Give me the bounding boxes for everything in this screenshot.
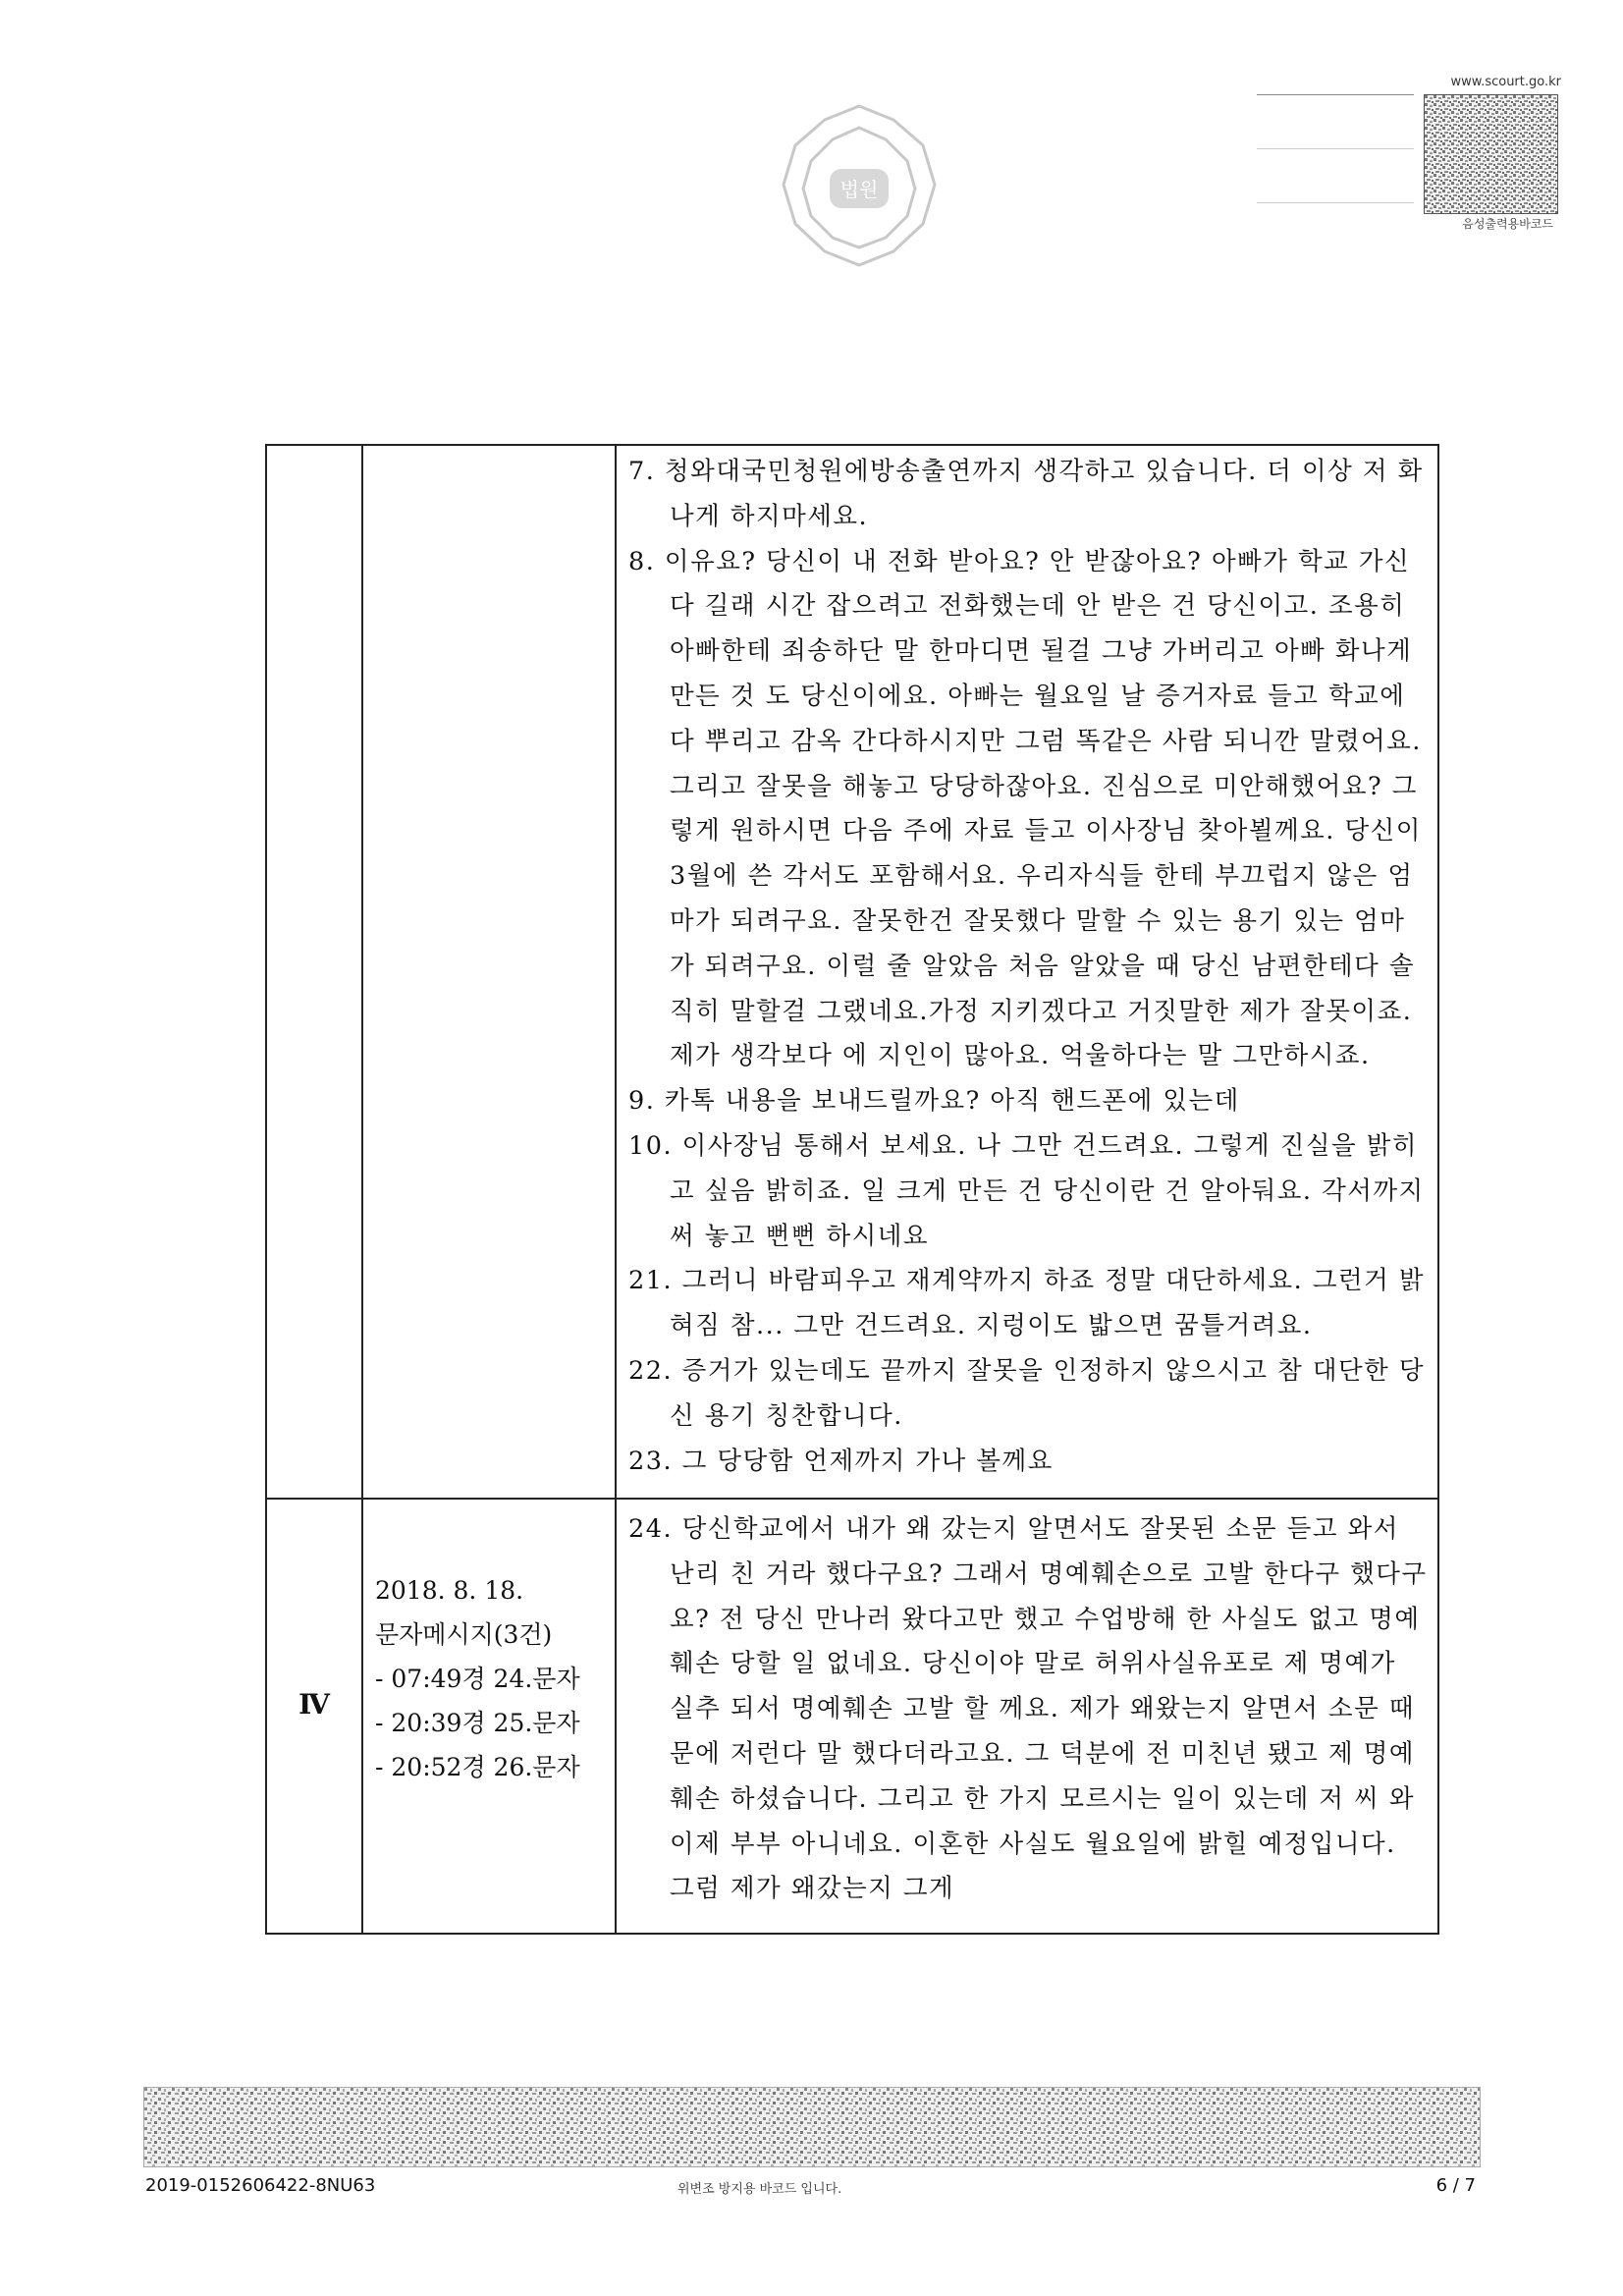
message-item: 24. 당신학교에서 내가 왜 갔는지 알면서도 잘못된 소문 듣고 와서 난리 친 거라 했다구요? 그래서 명예훼손으로 고발 한다구 했다구요? 전 당신 만나러 왔다고만 했고 수업방해 한 사실도 없고 명예훼손 당할 일 없네요. 당신이야 말로 허위사실유포로 제 명예가 실추 되서 명예훼손 고발 할 께요. 제가 왜왔는지 알면서 소문 때문에 저런다 말 했다더라고요. 그 덕분에 전 미친년 됐고 제 명예 훼손 하셨습니다. 그리고 한 가지 모르시는 일이 있는데 저 씨 와 이제 부부 아니네요. 이혼한 사실도 월요일에 밝힐 예정입니다. 그럼 제가 왜갔는지 그게 xyxy=(628,1514,1428,1904)
message-item: 23. 그 당당함 언제까지 가나 볼께요 xyxy=(628,1446,1054,1476)
court-seal-logo xyxy=(776,98,943,275)
anti-forgery-barcode-image xyxy=(143,2087,1481,2167)
column-divider xyxy=(361,446,363,1498)
message-content xyxy=(628,450,1430,1484)
meta-line: - 07:49경 24.문자 xyxy=(375,1665,580,1693)
divider xyxy=(1257,94,1414,95)
meta-line: - 20:52경 26.문자 xyxy=(375,1753,580,1781)
column-divider xyxy=(361,1500,363,1933)
meta-line: - 20:39경 25.문자 xyxy=(375,1709,580,1737)
barcode-notice: 위변조 방지용 바코드 입니다. xyxy=(677,2182,842,2197)
seal-lettering: 법원 xyxy=(839,178,879,201)
message-item: 21. 그러니 바람피우고 재계약까지 하죠 정말 대단하세요. 그런거 밝혀짐 참... 그만 건드려요. 지렁이도 밟으면 꿈틀거려요. xyxy=(628,1266,1425,1341)
page-number: 6 / 7 xyxy=(1435,2175,1476,2196)
message-item: 7. 청와대국민청원에방송출연까지 생각하고 있습니다. 더 이상 저 화나게 하지마세요. xyxy=(628,457,1424,531)
message-item: 9. 카톡 내용을 보내드릴까요? 아직 핸드폰에 있는데 xyxy=(628,1086,1240,1117)
message-item: 10. 이사장님 통해서 보세요. 나 그만 건드려요. 그렇게 진실을 밝히고 싶음 밝히죠. 일 크게 만든 건 당신이란 건 알아둬요. 각서까지 써 놓고 뻔뻔 하시네요 xyxy=(628,1130,1425,1251)
meta-type: 문자메시지(3건) xyxy=(375,1620,553,1649)
meta-date: 2018. 8. 18. xyxy=(375,1576,524,1605)
column-divider xyxy=(615,446,617,1498)
message-meta xyxy=(375,1568,611,1789)
header-right xyxy=(1257,75,1561,231)
site-url: www.scourt.go.kr xyxy=(1450,75,1561,89)
column-divider xyxy=(615,1500,617,1933)
document-id: 2019-0152606422-8NU63 xyxy=(145,2175,376,2196)
table-row xyxy=(267,1500,1437,1933)
message-content xyxy=(628,1507,1430,1912)
divider xyxy=(1257,148,1414,149)
table-row xyxy=(267,446,1437,1500)
message-item: 22. 증거가 있는데도 끝까지 잘못을 인정하지 않으시고 참 대단한 당신 용기 칭찬합니다. xyxy=(628,1355,1425,1431)
barcode-caption: 음성출력용바코드 xyxy=(1462,217,1553,231)
divider xyxy=(1257,202,1414,203)
message-item: 8. 이유요? 당신이 내 전화 받아요? 안 받잖아요? 아빠가 학교 가신다 길래 시간 잡으려고 전화했는데 안 받은 건 당신이고. 조용히 아빠한테 죄송하단 말 한마디면 될걸 그냥 가버리고 아빠 화나게 만든 것 도 당신이에요. 아빠는 월요일 날 증거자료 들고 학교에 다 뿌리고 감옥 간다하시지만 그럼 똑같은 사람 되니깐 말렸어요. 그리고 잘못을 해놓고 당당하잖아요. 진심으로 미안해했어요? 그렇게 원하시면 다음 주에 자료 들고 이사장님 찾아뵐께요. 당신이 3월에 쓴 각서도 포함해서요. 우리자식들 한테 부끄럽지 않은 엄마가 되려구요. 잘못한건 잘못했다 말할 수 있는 용기 있는 엄마가 되려구요. 이럴 줄 알았음 처음 알았을 때 당신 남편한테다 솔직히 말할걸 그랬네요.가정 지키겠다고 거짓말한 제가 잘못이죠. 제가 생각보다 에 지인이 많아요. 억울하다는 말 그만하시죠. xyxy=(628,546,1422,1071)
evidence-table xyxy=(265,444,1439,1935)
section-number: Ⅳ xyxy=(298,1688,330,1721)
voice-barcode-image xyxy=(1424,94,1558,214)
